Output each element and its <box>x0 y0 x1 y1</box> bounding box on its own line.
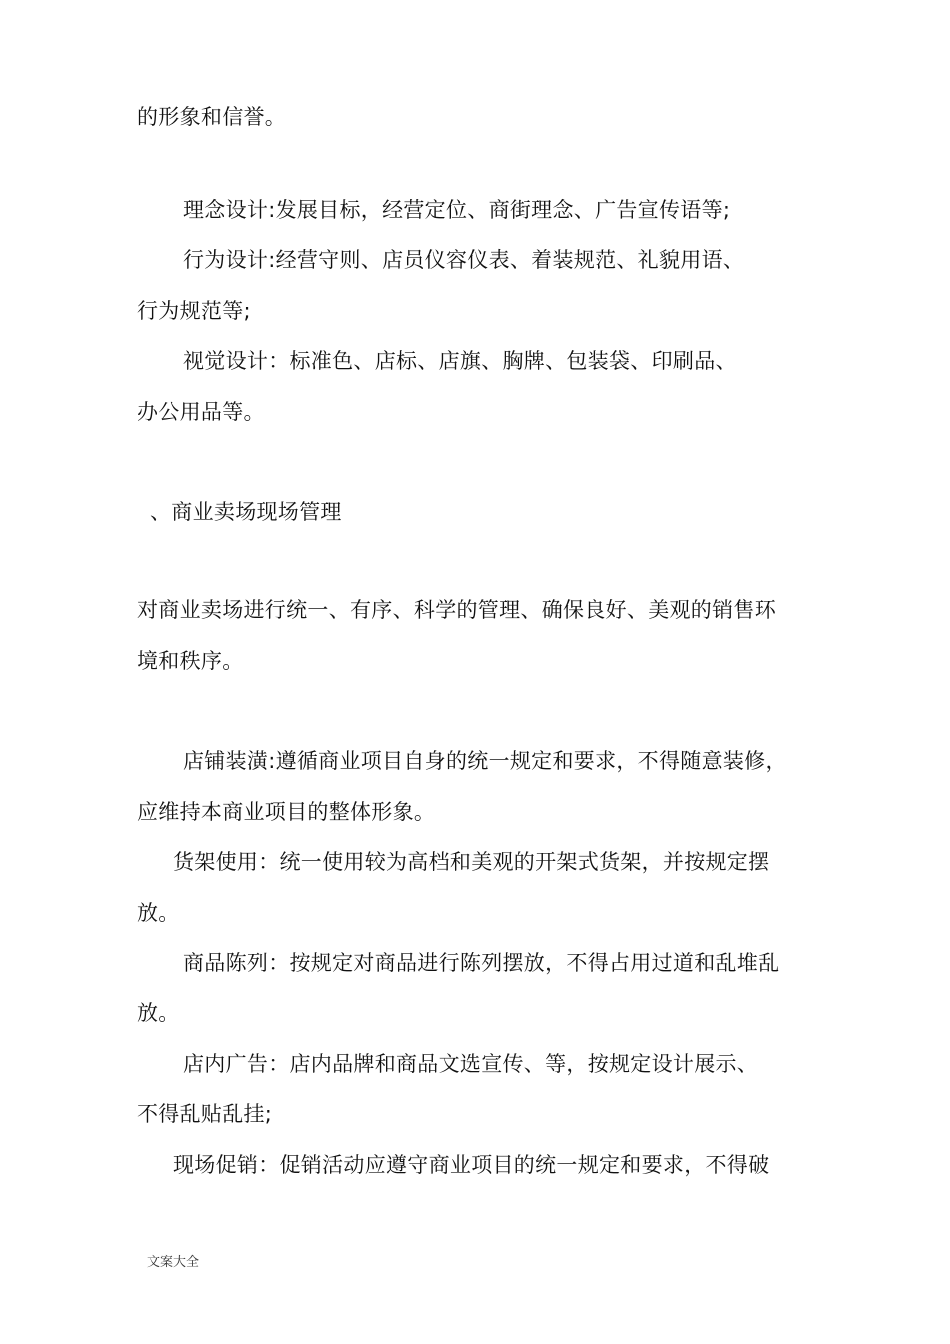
text-line: 现场促销：促销活动应遵守商业项目的统一规定和要求，不得破 <box>173 1153 770 1177</box>
text-line: 不得乱贴乱挂; <box>137 1102 273 1126</box>
text-line: 货架使用：统一使用较为高档和美观的开架式货架，并按规定摆 <box>173 850 770 874</box>
text-line: 视觉设计：标准色、店标、店旗、胸牌、包装袋、印刷品、 <box>183 349 737 373</box>
text-line: 放。 <box>137 1001 180 1025</box>
text-line: 对商业卖场进行统一、有序、科学的管理、确保良好、美观的销售环 <box>137 598 776 622</box>
text-line: 行为设计:经营守则、店员仪容仪表、着装规范、礼貌用语、 <box>183 248 745 272</box>
section-heading: 、商业卖场现场管理 <box>150 500 342 524</box>
text-line: 境和秩序。 <box>137 649 244 673</box>
page-footer: 文案大全 <box>147 1255 200 1270</box>
text-line: 的形象和信誉。 <box>137 105 287 129</box>
text-line: 办公用品等。 <box>137 400 265 424</box>
text-line: 应维持本商业项目的整体形象。 <box>137 800 436 824</box>
text-line: 店铺装潢:遵循商业项目自身的统一规定和要求，不得随意装修， <box>183 749 787 773</box>
text-line: 理念设计:发展目标，经营定位、商街理念、广告宣传语等; <box>183 198 731 222</box>
text-line: 商品陈列：按规定对商品进行陈列摆放，不得占用过道和乱堆乱 <box>183 951 780 975</box>
text-line: 行为规范等; <box>137 299 251 323</box>
text-line: 店内广告：店内品牌和商品文选宣传、等，按规定设计展示、 <box>183 1052 759 1076</box>
text-line: 放。 <box>137 901 180 925</box>
